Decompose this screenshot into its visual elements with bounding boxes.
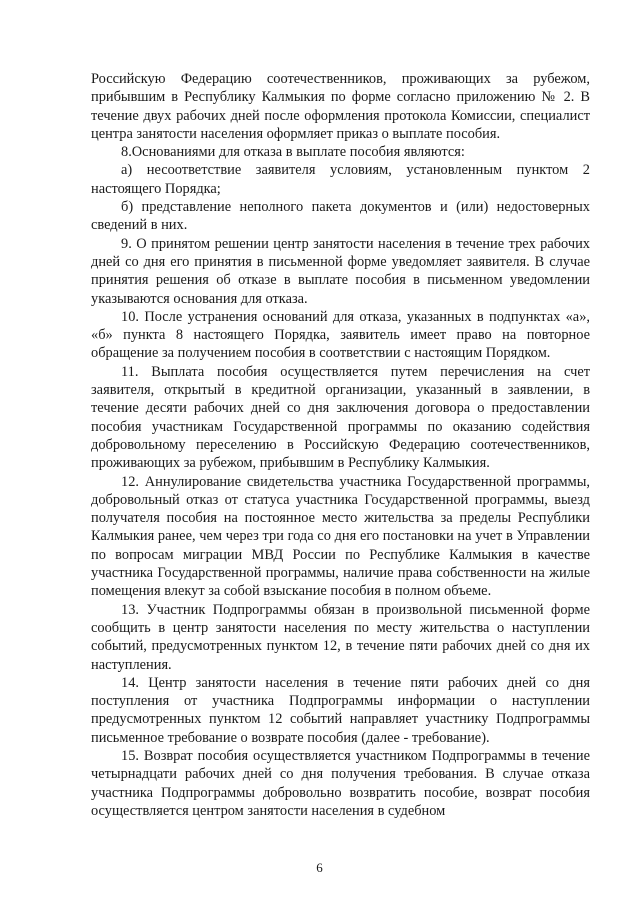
paragraph-8b: б) представление неполного пакета документов и (или) недостоверных сведений в них. [91, 199, 590, 234]
document-body [91, 70, 590, 820]
paragraph-13: 13. Участник Подпрограммы обязан в произвольной письменной форме сообщить в центр занятости населения по месту жительства о наступлении событий, предусмотренных пунктом 12, в течение пяти рабочих дней со дня их наступления. [91, 601, 590, 673]
paragraph-8a: а) несоответствие заявителя условиям, установленным пунктом 2 настоящего Порядка; [91, 162, 590, 197]
paragraph-14: 14. Центр занятости населения в течение пяти рабочих дней со дня поступления от участника Подпрограммы информации о наступлении предусмотренных пунктом 12 событий направляет участнику Подпрограммы письменное требование о возврате пособия (далее - требование). [91, 674, 590, 746]
paragraph-12: 12. Аннулирование свидетельства участника Государственной программы, добровольный отказ от статуса участника Государственной программы, выезд получателя пособия на постоянное место жительства за пределы Республики Калмыкия ранее, чем через три года со дня его постановки на учет в Управлении по вопросам миграции МВД России по Республике Калмыкия в качестве участника Государственной программы, наличие права собственности на жилые помещения влекут за собой взыскание пособия в полном объеме. [91, 473, 590, 600]
paragraph-15: 15. Возврат пособия осуществляется участником Подпрограммы в течение четырнадцати рабочих дней со дня получения требования. В случае отказа участника Подпрограммы добровольно возвратить пособие, возврат пособия осуществляется центром занятости населения в судебном [91, 747, 590, 819]
paragraph-10: 10. После устранения оснований для отказа, указанных в подпунктах «а», «б» пункта 8 настоящего Порядка, заявитель имеет право на повторное обращение за получением пособия в соответствии с настоящим Порядком. [91, 308, 590, 362]
paragraph-9: 9. О принятом решении центр занятости населения в течение трех рабочих дней со дня его принятия в письменной форме уведомляет заявителя. В случае принятия решения об отказе в выплате пособия в письменном уведомлении указываются основания для отказа. [91, 235, 590, 307]
paragraph-continuation: Российскую Федерацию соотечественников, проживающих за рубежом, прибывшим в Республику Калмыкия по форме согласно приложению № 2. В течение двух рабочих дней после оформления протокола Комиссии, специалист центра занятости населения оформляет приказ о выплате пособия. [91, 71, 590, 142]
page-number: 6 [316, 860, 323, 875]
paragraph-11: 11. Выплата пособия осуществляется путем перечисления на счет заявителя, открытый в кредитной организации, указанный в заявлении, в течение десяти рабочих дней со дня заключения договора о предоставлении пособия участникам Государственной программы по оказанию содействия добровольному переселению в Российскую Федерацию соотечественников, проживающих за рубежом, прибывшим в Республику Калмыкия. [91, 363, 590, 472]
paragraph-8: 8.Основаниями для отказа в выплате пособия являются: [121, 144, 465, 161]
